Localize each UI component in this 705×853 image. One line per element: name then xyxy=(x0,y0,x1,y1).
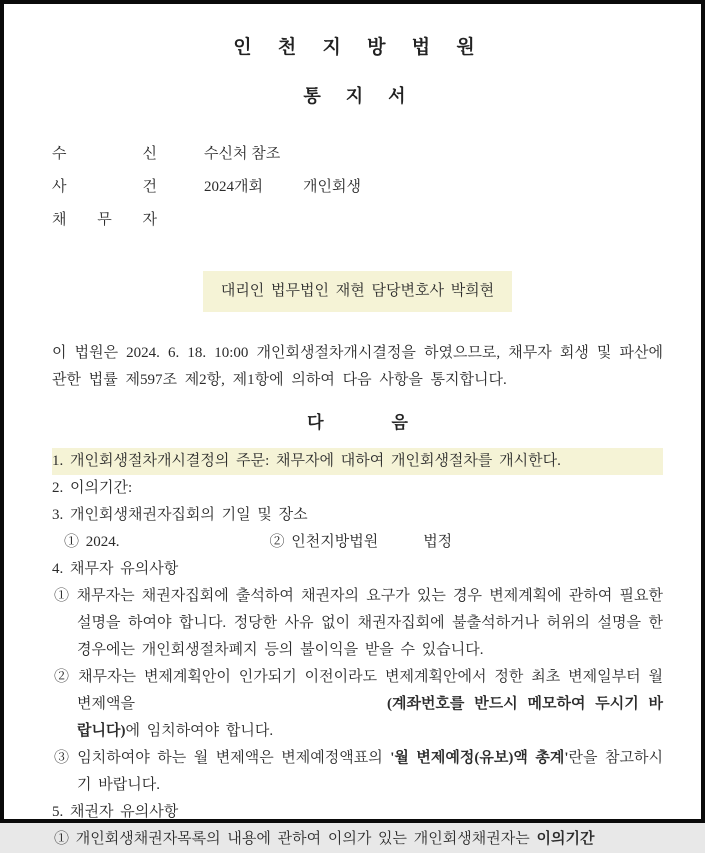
sub-2-text-end: 에 임치하여야 합니다. xyxy=(125,723,274,739)
document-type-title: 통 지 서 xyxy=(303,86,412,106)
notice-item-4-sub-3 xyxy=(54,745,663,799)
notice-item-5-creditor-notes: 5. 채권자 유의사항 xyxy=(52,804,179,820)
case-label: 사 건 xyxy=(52,179,157,195)
court-name-title: 인 천 지 방 법 원 xyxy=(233,37,482,58)
attorney-highlight: 대리인 법무법인 재현 담당변호사 박희현 xyxy=(203,271,512,312)
notice-item-3-detail: ① 2024. ② 인천지방법원 법정 xyxy=(64,534,453,550)
sub-3-text: ③ 임치하여야 하는 월 변제액은 변제예정액표의 xyxy=(54,750,391,766)
redacted-account-space xyxy=(135,707,387,708)
sub-2-text: ② 채무자는 변제계획안이 인가되기 이전이라도 변제계획안에서 정한 최초 변제일부터 월 변제액을 xyxy=(54,669,663,712)
sub-5-text: ① 개인회생채권자목록의 내용에 관하여 이의가 있는 개인회생채권자는 xyxy=(54,831,537,847)
debtor-label: 채 무 자 xyxy=(52,212,157,228)
account-memo-bold: (계좌번호를 반드시 메모하여 두시기 바랍니다) xyxy=(77,696,663,739)
recipient-value: 수신처 참조 xyxy=(204,146,281,162)
notice-item-1-commencement-order: 1. 개인회생절차개시결정의 주문: 채무자에 대하여 개인회생절차를 개시한다. xyxy=(52,448,663,475)
intro-paragraph: 이 법원은 2024. 6. 18. 10:00 개인회생절차개시결정을 하였으므로, 채무자 회생 및 파산에 관한 법률 제597조 제2항, 제1항에 의하여 다음 사항을 통지합니다. xyxy=(52,345,663,388)
notice-item-4-sub-1: ① 채무자는 채권자집회에 출석하여 채권자의 요구가 있는 경우 변제계획에 관하여 필요한 설명을 하여야 합니다. 정당한 사유 없이 채권자집회에 불출석하거나 허위의 설명을 한 경우에는 개인회생절차폐지 등의 불이익을 받을 수 있습니다. xyxy=(54,588,663,658)
case-header xyxy=(52,138,663,237)
daum-heading: 다 음 xyxy=(307,413,408,432)
recipient-row xyxy=(52,138,663,171)
case-row xyxy=(52,171,663,204)
notice-item-2-objection-period: 2. 이의기간: xyxy=(52,480,133,496)
notice-item-4-sub-2 xyxy=(54,664,663,745)
case-type: 개인회생 xyxy=(302,179,361,195)
notice-list xyxy=(52,448,663,853)
repayment-total-bold: '월 변제예정(유보)액 총계' xyxy=(390,750,569,766)
sub-3-text-end: 란을 참고하시기 바랍니다. xyxy=(77,750,663,793)
attorney-line-wrap xyxy=(52,271,663,312)
recipient-label: 수 신 xyxy=(52,146,157,162)
case-number: 2024개회 xyxy=(204,179,263,195)
debtor-row xyxy=(52,204,663,237)
notice-item-5-sub-1 xyxy=(54,826,663,853)
notice-item-3-creditors-meeting: 3. 개인회생채권자집회의 기일 및 장소 xyxy=(52,507,308,523)
objection-period-bold: 이의기간 xyxy=(536,831,595,847)
notice-item-4-debtor-notes: 4. 채무자 유의사항 xyxy=(52,561,179,577)
